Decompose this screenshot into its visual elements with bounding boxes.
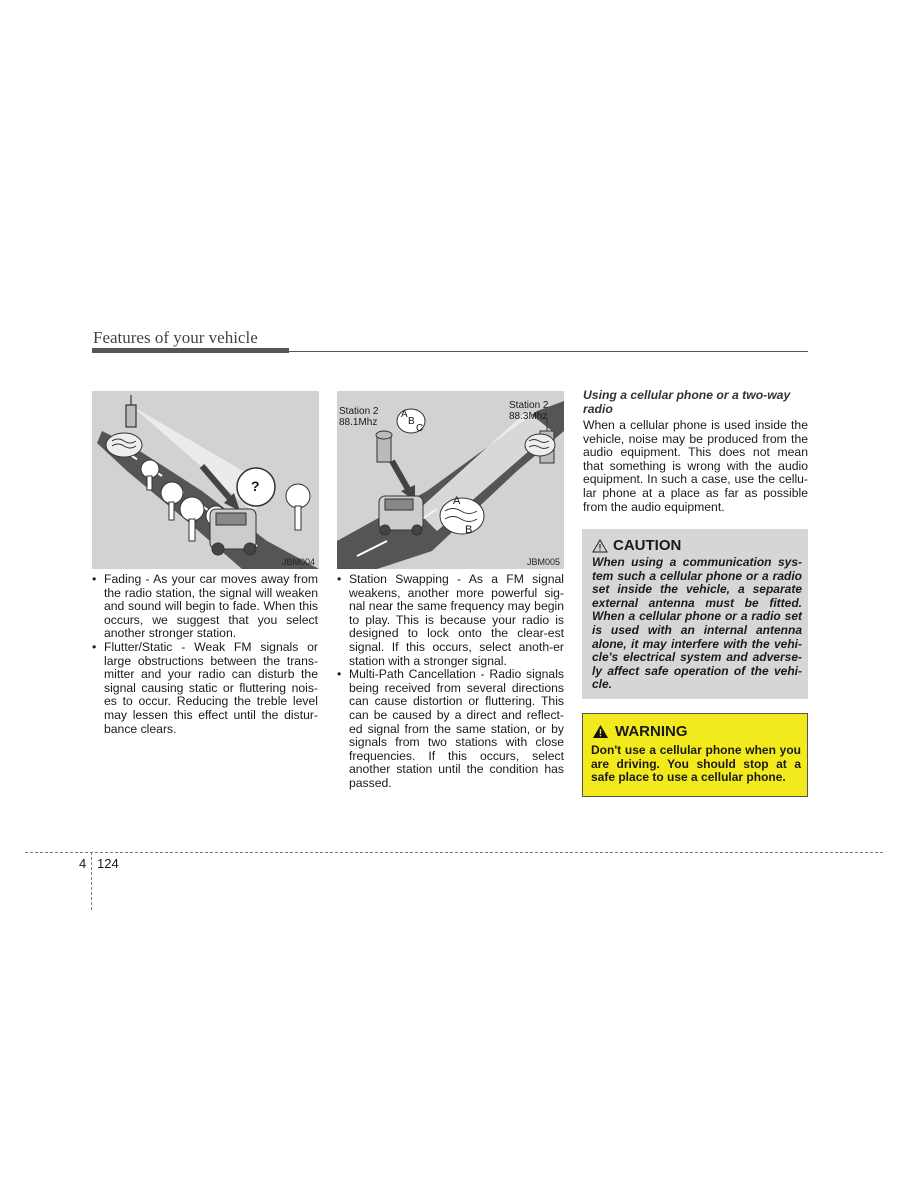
bubble-letter-b: B	[408, 416, 415, 427]
cellular-subheading: Using a cellular phone or a two-way radio	[583, 388, 791, 416]
bullet-item-flutter-static: • Flutter/Static - Weak FM signals or large obstructions between the trans-mitter and your radio can disturb the signal causing static or fluttering nois-es to occur. Reducing the treble level may lessen this effect until the distur-bance clears.	[92, 641, 318, 736]
bullet-item-station-swapping: • Station Swapping - As a FM signal weakens, another more powerful sig-nal near the same frequency may begin to play. This is because your radio is designed to lock onto the clear-est signal. If this occurs, select anoth-er station with a stronger signal.	[337, 573, 564, 668]
station-right-frequency: 88.3Mhz	[509, 411, 548, 422]
warning-body: Don't use a cellular phone when you are driving. You should stop at a safe place to use a cellular phone.	[591, 743, 801, 785]
bullet-list-column-2	[337, 573, 564, 791]
page-section-title: Features of your vehicle	[93, 328, 258, 347]
bubble-letter-c: C	[416, 423, 424, 434]
bullet-item-multipath: • Multi-Path Cancellation - Radio signals being received from several directions can cause distortion or fluttering. This can be caused by a direct and reflect-ed signal from the same station, or by signals from two stations with close frequencies. If this occurs, select another station until the condition has passed.	[337, 668, 564, 790]
station-left-label	[339, 406, 378, 428]
figure-station-swapping	[337, 391, 564, 569]
page-number: 124	[97, 856, 119, 871]
warning-box	[582, 713, 808, 797]
fading-illustration	[92, 391, 319, 569]
header-rule-thick	[92, 348, 289, 353]
cellular-body-text: When a cellular phone is used inside the vehicle, noise may be produced from the audio equipment. This does not mean that something is wrong with the audio equipment. In such a case, use the cellu-lar phone at a place as far as possible from the audio equipment.	[583, 418, 808, 514]
figure-code: JBM005	[526, 557, 560, 567]
multipath-letter-b: B	[465, 524, 473, 536]
chapter-number: 4	[79, 856, 87, 871]
figure-fading	[92, 391, 319, 569]
warning-header	[592, 723, 688, 740]
bubble-letter-a: A	[401, 409, 408, 420]
header-rule-thin	[289, 351, 808, 352]
station-left-frequency: 88.1Mhz	[339, 417, 378, 428]
warning-triangle-icon	[592, 724, 609, 739]
caution-triangle-icon	[592, 539, 608, 553]
multipath-letter-a: A	[453, 495, 461, 507]
caution-title: CAUTION	[613, 537, 682, 554]
caution-body: When using a communication sys-tem such a cellular phone or a radio set inside the vehicle, a separate external antenna must be fitted. When a cellular phone or a radio set is used with an internal antenna alone, it may interfere with the vehi-cle's electrical system and adverse-ly affect safe operation of the vehi-cle.	[592, 555, 802, 692]
question-mark: ?	[251, 478, 260, 494]
footer-vertical-dash	[91, 852, 92, 910]
caution-header	[592, 537, 681, 554]
bullet-item-fading: • Fading - As your car moves away from the radio station, the signal will weaken and sound will begin to fade. When this occurs, we suggest that you select another stronger station.	[92, 573, 318, 641]
bullet-list-column-1	[92, 573, 318, 736]
station-left-name: Station 2	[339, 406, 379, 417]
caution-box	[582, 529, 808, 699]
station-right-name: Station 2	[509, 400, 549, 411]
footer-dashed-rule	[25, 852, 883, 853]
figure-code: JBM004	[281, 557, 315, 567]
station-right-label	[509, 400, 548, 422]
warning-title: WARNING	[615, 723, 688, 740]
